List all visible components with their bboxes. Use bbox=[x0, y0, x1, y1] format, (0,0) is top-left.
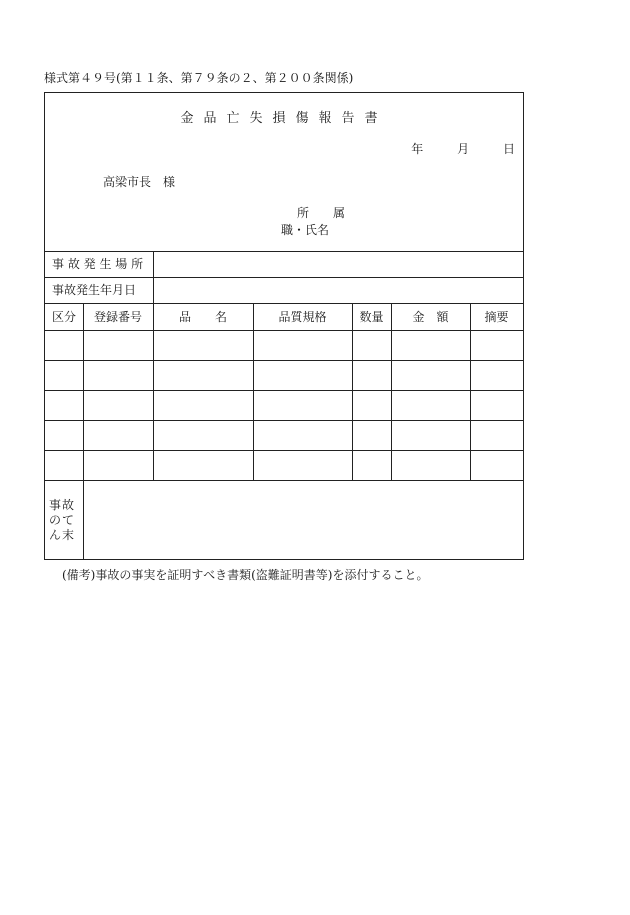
addressee: 高梁市長 様 bbox=[103, 175, 176, 189]
location-label: 事 故 発 生 場 所 bbox=[52, 257, 144, 271]
column-header: 金 額 bbox=[412, 310, 449, 324]
column-header: 登録番号 bbox=[93, 310, 142, 324]
divider-row-2 bbox=[45, 390, 523, 391]
divider-col-1 bbox=[83, 303, 84, 559]
divider-col-5 bbox=[391, 303, 392, 480]
column-header: 区分 bbox=[51, 310, 76, 324]
date-label: 事故発生年月日 bbox=[52, 283, 137, 297]
divider-date bbox=[45, 303, 523, 304]
divider-columns bbox=[45, 330, 523, 331]
divider-col-6 bbox=[470, 303, 471, 480]
month-label: 月 bbox=[457, 142, 470, 156]
divider-header bbox=[45, 251, 523, 252]
affiliation-label: 所 属 bbox=[297, 206, 346, 220]
year-label: 年 bbox=[411, 142, 424, 156]
name-label: 職・氏名 bbox=[281, 223, 330, 237]
form-title: 金品亡失損傷報告書 bbox=[180, 111, 388, 126]
divider-location bbox=[45, 277, 523, 278]
column-header: 品 名 bbox=[178, 310, 227, 324]
remarks-note: (備考)事故の事実を証明すべき書類(盗難証明書等)を添付すること。 bbox=[62, 568, 429, 582]
divider-col-2 bbox=[153, 303, 154, 480]
details-label: 事故のてん末 bbox=[49, 498, 76, 542]
column-header: 数量 bbox=[359, 310, 384, 324]
form-number: 様式第４９号(第１１条、第７９条の２、第２００条関係) bbox=[44, 71, 354, 85]
column-header: 品質規格 bbox=[278, 310, 327, 324]
report-form bbox=[44, 92, 524, 560]
divider-row-1 bbox=[45, 360, 523, 361]
day-label: 日 bbox=[502, 142, 515, 156]
divider-row-4 bbox=[45, 450, 523, 451]
divider-col-3 bbox=[253, 303, 254, 480]
column-header: 摘要 bbox=[484, 310, 509, 324]
divider-row-5 bbox=[45, 480, 523, 481]
divider-col-4 bbox=[352, 303, 353, 480]
divider-row-3 bbox=[45, 420, 523, 421]
date-line bbox=[381, 143, 515, 155]
